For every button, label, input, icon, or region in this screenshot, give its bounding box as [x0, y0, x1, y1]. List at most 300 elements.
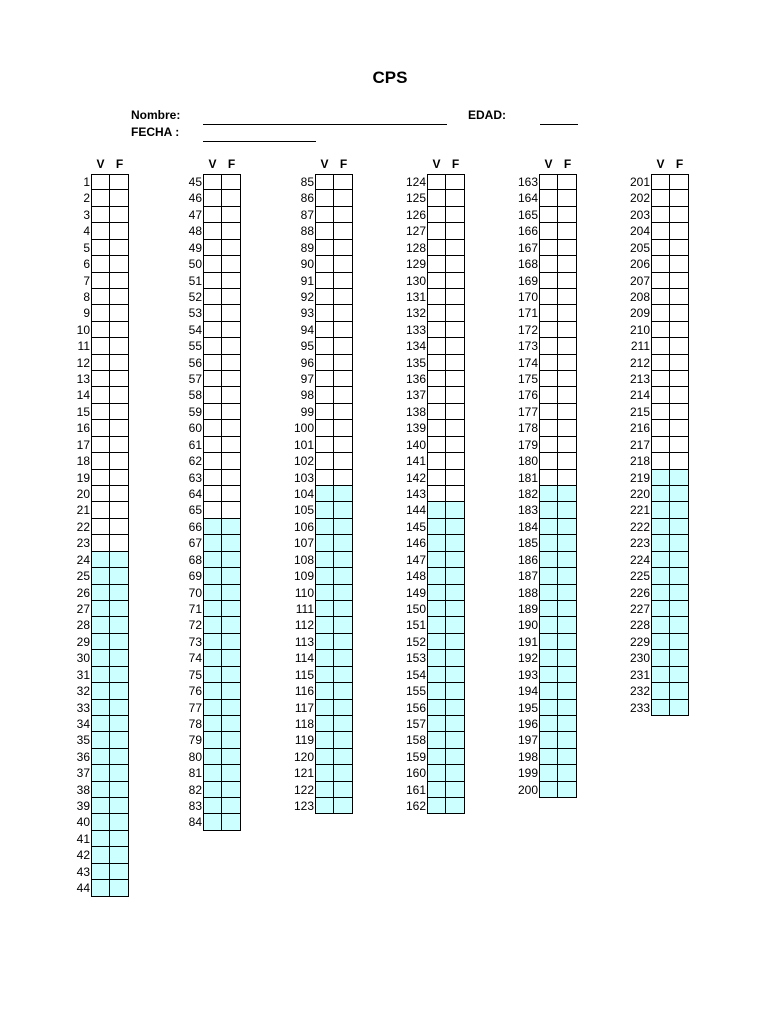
f-answer-box[interactable]: [558, 634, 577, 650]
f-answer-box[interactable]: [670, 420, 689, 436]
v-answer-box[interactable]: [203, 420, 222, 436]
f-answer-box[interactable]: [446, 634, 465, 650]
v-answer-box[interactable]: [315, 716, 334, 732]
v-answer-box[interactable]: [203, 650, 222, 666]
v-answer-box[interactable]: [427, 568, 446, 584]
f-answer-box[interactable]: [110, 305, 129, 321]
v-answer-box[interactable]: [91, 880, 110, 896]
v-answer-box[interactable]: [203, 174, 222, 190]
f-answer-box[interactable]: [110, 880, 129, 896]
f-answer-box[interactable]: [334, 798, 353, 814]
v-answer-box[interactable]: [427, 798, 446, 814]
v-answer-box[interactable]: [91, 502, 110, 518]
f-answer-box[interactable]: [446, 207, 465, 223]
v-answer-box[interactable]: [539, 240, 558, 256]
f-answer-box[interactable]: [110, 716, 129, 732]
v-answer-box[interactable]: [203, 700, 222, 716]
f-answer-box[interactable]: [558, 552, 577, 568]
v-answer-box[interactable]: [91, 667, 110, 683]
f-answer-box[interactable]: [334, 437, 353, 453]
v-answer-box[interactable]: [203, 568, 222, 584]
v-answer-box[interactable]: [651, 387, 670, 403]
f-answer-box[interactable]: [222, 371, 241, 387]
f-answer-box[interactable]: [670, 634, 689, 650]
v-answer-box[interactable]: [539, 420, 558, 436]
f-answer-box[interactable]: [446, 732, 465, 748]
f-answer-box[interactable]: [222, 207, 241, 223]
f-answer-box[interactable]: [222, 387, 241, 403]
f-answer-box[interactable]: [670, 585, 689, 601]
f-answer-box[interactable]: [670, 355, 689, 371]
v-answer-box[interactable]: [651, 453, 670, 469]
f-answer-box[interactable]: [334, 617, 353, 633]
v-answer-box[interactable]: [651, 585, 670, 601]
f-answer-box[interactable]: [558, 585, 577, 601]
v-answer-box[interactable]: [427, 502, 446, 518]
v-answer-box[interactable]: [91, 732, 110, 748]
f-answer-box[interactable]: [670, 617, 689, 633]
v-answer-box[interactable]: [315, 700, 334, 716]
v-answer-box[interactable]: [539, 289, 558, 305]
v-answer-box[interactable]: [315, 749, 334, 765]
v-answer-box[interactable]: [315, 437, 334, 453]
v-answer-box[interactable]: [427, 289, 446, 305]
f-answer-box[interactable]: [222, 617, 241, 633]
f-answer-box[interactable]: [446, 765, 465, 781]
v-answer-box[interactable]: [203, 190, 222, 206]
v-answer-box[interactable]: [651, 256, 670, 272]
v-answer-box[interactable]: [91, 765, 110, 781]
f-answer-box[interactable]: [110, 174, 129, 190]
f-answer-box[interactable]: [334, 387, 353, 403]
v-answer-box[interactable]: [203, 223, 222, 239]
f-answer-box[interactable]: [670, 404, 689, 420]
f-answer-box[interactable]: [334, 535, 353, 551]
v-answer-box[interactable]: [91, 289, 110, 305]
f-answer-box[interactable]: [558, 240, 577, 256]
f-answer-box[interactable]: [334, 634, 353, 650]
f-answer-box[interactable]: [446, 568, 465, 584]
f-answer-box[interactable]: [110, 502, 129, 518]
v-answer-box[interactable]: [203, 782, 222, 798]
edad-field[interactable]: [540, 124, 578, 125]
f-answer-box[interactable]: [222, 404, 241, 420]
f-answer-box[interactable]: [558, 716, 577, 732]
f-answer-box[interactable]: [558, 782, 577, 798]
f-answer-box[interactable]: [334, 305, 353, 321]
f-answer-box[interactable]: [446, 782, 465, 798]
f-answer-box[interactable]: [110, 814, 129, 830]
v-answer-box[interactable]: [91, 798, 110, 814]
v-answer-box[interactable]: [91, 486, 110, 502]
v-answer-box[interactable]: [427, 519, 446, 535]
f-answer-box[interactable]: [446, 289, 465, 305]
v-answer-box[interactable]: [315, 223, 334, 239]
v-answer-box[interactable]: [539, 765, 558, 781]
v-answer-box[interactable]: [427, 601, 446, 617]
f-answer-box[interactable]: [558, 207, 577, 223]
v-answer-box[interactable]: [651, 420, 670, 436]
v-answer-box[interactable]: [539, 585, 558, 601]
f-answer-box[interactable]: [110, 601, 129, 617]
f-answer-box[interactable]: [558, 338, 577, 354]
f-answer-box[interactable]: [558, 749, 577, 765]
v-answer-box[interactable]: [651, 601, 670, 617]
f-answer-box[interactable]: [558, 601, 577, 617]
f-answer-box[interactable]: [558, 223, 577, 239]
v-answer-box[interactable]: [427, 338, 446, 354]
f-answer-box[interactable]: [334, 190, 353, 206]
v-answer-box[interactable]: [427, 453, 446, 469]
f-answer-box[interactable]: [110, 864, 129, 880]
f-answer-box[interactable]: [670, 453, 689, 469]
f-answer-box[interactable]: [670, 223, 689, 239]
f-answer-box[interactable]: [110, 338, 129, 354]
f-answer-box[interactable]: [334, 404, 353, 420]
v-answer-box[interactable]: [315, 502, 334, 518]
v-answer-box[interactable]: [91, 322, 110, 338]
v-answer-box[interactable]: [427, 420, 446, 436]
v-answer-box[interactable]: [651, 174, 670, 190]
v-answer-box[interactable]: [91, 601, 110, 617]
f-answer-box[interactable]: [222, 650, 241, 666]
f-answer-box[interactable]: [222, 305, 241, 321]
v-answer-box[interactable]: [427, 716, 446, 732]
v-answer-box[interactable]: [203, 683, 222, 699]
f-answer-box[interactable]: [446, 437, 465, 453]
v-answer-box[interactable]: [315, 798, 334, 814]
f-answer-box[interactable]: [670, 601, 689, 617]
v-answer-box[interactable]: [539, 650, 558, 666]
v-answer-box[interactable]: [315, 420, 334, 436]
fecha-field[interactable]: [203, 141, 316, 142]
v-answer-box[interactable]: [651, 486, 670, 502]
v-answer-box[interactable]: [203, 765, 222, 781]
v-answer-box[interactable]: [315, 355, 334, 371]
f-answer-box[interactable]: [110, 765, 129, 781]
v-answer-box[interactable]: [651, 190, 670, 206]
v-answer-box[interactable]: [203, 273, 222, 289]
v-answer-box[interactable]: [203, 585, 222, 601]
v-answer-box[interactable]: [91, 650, 110, 666]
f-answer-box[interactable]: [334, 519, 353, 535]
f-answer-box[interactable]: [110, 667, 129, 683]
v-answer-box[interactable]: [315, 338, 334, 354]
v-answer-box[interactable]: [427, 700, 446, 716]
f-answer-box[interactable]: [110, 207, 129, 223]
v-answer-box[interactable]: [427, 387, 446, 403]
v-answer-box[interactable]: [203, 601, 222, 617]
f-answer-box[interactable]: [222, 273, 241, 289]
v-answer-box[interactable]: [427, 305, 446, 321]
v-answer-box[interactable]: [315, 634, 334, 650]
f-answer-box[interactable]: [558, 305, 577, 321]
v-answer-box[interactable]: [427, 404, 446, 420]
v-answer-box[interactable]: [91, 273, 110, 289]
v-answer-box[interactable]: [427, 749, 446, 765]
f-answer-box[interactable]: [222, 420, 241, 436]
f-answer-box[interactable]: [446, 387, 465, 403]
f-answer-box[interactable]: [334, 716, 353, 732]
v-answer-box[interactable]: [539, 749, 558, 765]
v-answer-box[interactable]: [539, 634, 558, 650]
f-answer-box[interactable]: [670, 519, 689, 535]
f-answer-box[interactable]: [558, 190, 577, 206]
f-answer-box[interactable]: [558, 322, 577, 338]
f-answer-box[interactable]: [446, 502, 465, 518]
v-answer-box[interactable]: [203, 338, 222, 354]
v-answer-box[interactable]: [91, 174, 110, 190]
f-answer-box[interactable]: [670, 174, 689, 190]
f-answer-box[interactable]: [222, 782, 241, 798]
v-answer-box[interactable]: [539, 700, 558, 716]
v-answer-box[interactable]: [427, 355, 446, 371]
f-answer-box[interactable]: [110, 519, 129, 535]
v-answer-box[interactable]: [427, 486, 446, 502]
v-answer-box[interactable]: [539, 683, 558, 699]
v-answer-box[interactable]: [203, 519, 222, 535]
f-answer-box[interactable]: [334, 486, 353, 502]
f-answer-box[interactable]: [670, 650, 689, 666]
f-answer-box[interactable]: [110, 273, 129, 289]
v-answer-box[interactable]: [651, 273, 670, 289]
v-answer-box[interactable]: [315, 470, 334, 486]
v-answer-box[interactable]: [427, 256, 446, 272]
v-answer-box[interactable]: [91, 749, 110, 765]
v-answer-box[interactable]: [427, 535, 446, 551]
f-answer-box[interactable]: [446, 486, 465, 502]
v-answer-box[interactable]: [427, 190, 446, 206]
v-answer-box[interactable]: [539, 256, 558, 272]
f-answer-box[interactable]: [446, 355, 465, 371]
v-answer-box[interactable]: [539, 404, 558, 420]
f-answer-box[interactable]: [446, 700, 465, 716]
f-answer-box[interactable]: [446, 338, 465, 354]
f-answer-box[interactable]: [222, 470, 241, 486]
f-answer-box[interactable]: [670, 667, 689, 683]
f-answer-box[interactable]: [334, 502, 353, 518]
v-answer-box[interactable]: [651, 470, 670, 486]
f-answer-box[interactable]: [446, 223, 465, 239]
v-answer-box[interactable]: [651, 519, 670, 535]
f-answer-box[interactable]: [334, 289, 353, 305]
f-answer-box[interactable]: [446, 585, 465, 601]
f-answer-box[interactable]: [110, 470, 129, 486]
v-answer-box[interactable]: [427, 322, 446, 338]
v-answer-box[interactable]: [427, 223, 446, 239]
f-answer-box[interactable]: [222, 453, 241, 469]
f-answer-box[interactable]: [446, 683, 465, 699]
v-answer-box[interactable]: [315, 289, 334, 305]
f-answer-box[interactable]: [670, 273, 689, 289]
f-answer-box[interactable]: [110, 552, 129, 568]
f-answer-box[interactable]: [222, 486, 241, 502]
v-answer-box[interactable]: [651, 502, 670, 518]
v-answer-box[interactable]: [315, 683, 334, 699]
f-answer-box[interactable]: [110, 256, 129, 272]
f-answer-box[interactable]: [670, 437, 689, 453]
v-answer-box[interactable]: [203, 256, 222, 272]
f-answer-box[interactable]: [558, 617, 577, 633]
f-answer-box[interactable]: [670, 256, 689, 272]
v-answer-box[interactable]: [203, 387, 222, 403]
f-answer-box[interactable]: [222, 240, 241, 256]
v-answer-box[interactable]: [91, 305, 110, 321]
v-answer-box[interactable]: [203, 470, 222, 486]
v-answer-box[interactable]: [539, 568, 558, 584]
f-answer-box[interactable]: [334, 683, 353, 699]
v-answer-box[interactable]: [203, 502, 222, 518]
v-answer-box[interactable]: [203, 667, 222, 683]
v-answer-box[interactable]: [539, 190, 558, 206]
v-answer-box[interactable]: [315, 667, 334, 683]
f-answer-box[interactable]: [222, 289, 241, 305]
f-answer-box[interactable]: [670, 568, 689, 584]
f-answer-box[interactable]: [334, 371, 353, 387]
f-answer-box[interactable]: [558, 502, 577, 518]
v-answer-box[interactable]: [651, 552, 670, 568]
v-answer-box[interactable]: [651, 667, 670, 683]
v-answer-box[interactable]: [91, 207, 110, 223]
v-answer-box[interactable]: [539, 716, 558, 732]
f-answer-box[interactable]: [110, 371, 129, 387]
f-answer-box[interactable]: [110, 223, 129, 239]
f-answer-box[interactable]: [558, 535, 577, 551]
v-answer-box[interactable]: [651, 240, 670, 256]
f-answer-box[interactable]: [110, 650, 129, 666]
v-answer-box[interactable]: [203, 404, 222, 420]
f-answer-box[interactable]: [222, 732, 241, 748]
f-answer-box[interactable]: [446, 404, 465, 420]
f-answer-box[interactable]: [110, 782, 129, 798]
f-answer-box[interactable]: [446, 322, 465, 338]
v-answer-box[interactable]: [539, 667, 558, 683]
v-answer-box[interactable]: [91, 338, 110, 354]
f-answer-box[interactable]: [334, 700, 353, 716]
f-answer-box[interactable]: [222, 355, 241, 371]
f-answer-box[interactable]: [222, 568, 241, 584]
f-answer-box[interactable]: [334, 355, 353, 371]
v-answer-box[interactable]: [91, 256, 110, 272]
v-answer-box[interactable]: [539, 207, 558, 223]
f-answer-box[interactable]: [222, 814, 241, 830]
f-answer-box[interactable]: [222, 223, 241, 239]
f-answer-box[interactable]: [222, 502, 241, 518]
f-answer-box[interactable]: [222, 190, 241, 206]
v-answer-box[interactable]: [91, 223, 110, 239]
f-answer-box[interactable]: [670, 190, 689, 206]
f-answer-box[interactable]: [446, 305, 465, 321]
f-answer-box[interactable]: [110, 634, 129, 650]
v-answer-box[interactable]: [91, 420, 110, 436]
v-answer-box[interactable]: [315, 273, 334, 289]
f-answer-box[interactable]: [222, 634, 241, 650]
v-answer-box[interactable]: [539, 355, 558, 371]
f-answer-box[interactable]: [334, 765, 353, 781]
f-answer-box[interactable]: [558, 470, 577, 486]
v-answer-box[interactable]: [91, 782, 110, 798]
f-answer-box[interactable]: [558, 371, 577, 387]
v-answer-box[interactable]: [203, 322, 222, 338]
v-answer-box[interactable]: [91, 831, 110, 847]
f-answer-box[interactable]: [222, 535, 241, 551]
f-answer-box[interactable]: [558, 519, 577, 535]
v-answer-box[interactable]: [539, 782, 558, 798]
v-answer-box[interactable]: [91, 470, 110, 486]
f-answer-box[interactable]: [558, 256, 577, 272]
nombre-field[interactable]: [203, 124, 447, 125]
v-answer-box[interactable]: [651, 617, 670, 633]
f-answer-box[interactable]: [334, 470, 353, 486]
f-answer-box[interactable]: [446, 535, 465, 551]
f-answer-box[interactable]: [446, 667, 465, 683]
v-answer-box[interactable]: [315, 782, 334, 798]
v-answer-box[interactable]: [315, 256, 334, 272]
v-answer-box[interactable]: [315, 387, 334, 403]
v-answer-box[interactable]: [651, 305, 670, 321]
f-answer-box[interactable]: [446, 552, 465, 568]
v-answer-box[interactable]: [539, 732, 558, 748]
v-answer-box[interactable]: [539, 552, 558, 568]
f-answer-box[interactable]: [110, 798, 129, 814]
v-answer-box[interactable]: [91, 617, 110, 633]
f-answer-box[interactable]: [446, 749, 465, 765]
v-answer-box[interactable]: [539, 371, 558, 387]
f-answer-box[interactable]: [558, 650, 577, 666]
v-answer-box[interactable]: [651, 207, 670, 223]
v-answer-box[interactable]: [427, 371, 446, 387]
v-answer-box[interactable]: [427, 437, 446, 453]
v-answer-box[interactable]: [539, 535, 558, 551]
v-answer-box[interactable]: [91, 190, 110, 206]
f-answer-box[interactable]: [334, 650, 353, 666]
f-answer-box[interactable]: [222, 765, 241, 781]
v-answer-box[interactable]: [91, 453, 110, 469]
v-answer-box[interactable]: [203, 814, 222, 830]
v-answer-box[interactable]: [203, 453, 222, 469]
v-answer-box[interactable]: [427, 470, 446, 486]
v-answer-box[interactable]: [91, 634, 110, 650]
v-answer-box[interactable]: [315, 765, 334, 781]
f-answer-box[interactable]: [558, 568, 577, 584]
v-answer-box[interactable]: [539, 174, 558, 190]
f-answer-box[interactable]: [558, 387, 577, 403]
f-answer-box[interactable]: [110, 240, 129, 256]
f-answer-box[interactable]: [222, 437, 241, 453]
f-answer-box[interactable]: [334, 732, 353, 748]
f-answer-box[interactable]: [558, 486, 577, 502]
f-answer-box[interactable]: [558, 174, 577, 190]
v-answer-box[interactable]: [91, 585, 110, 601]
v-answer-box[interactable]: [315, 486, 334, 502]
f-answer-box[interactable]: [670, 486, 689, 502]
v-answer-box[interactable]: [91, 700, 110, 716]
f-answer-box[interactable]: [110, 486, 129, 502]
v-answer-box[interactable]: [427, 617, 446, 633]
f-answer-box[interactable]: [110, 831, 129, 847]
f-answer-box[interactable]: [334, 568, 353, 584]
v-answer-box[interactable]: [539, 601, 558, 617]
v-answer-box[interactable]: [315, 305, 334, 321]
v-answer-box[interactable]: [203, 437, 222, 453]
v-answer-box[interactable]: [427, 683, 446, 699]
v-answer-box[interactable]: [203, 486, 222, 502]
v-answer-box[interactable]: [539, 305, 558, 321]
v-answer-box[interactable]: [91, 437, 110, 453]
f-answer-box[interactable]: [334, 223, 353, 239]
f-answer-box[interactable]: [334, 420, 353, 436]
v-answer-box[interactable]: [539, 437, 558, 453]
